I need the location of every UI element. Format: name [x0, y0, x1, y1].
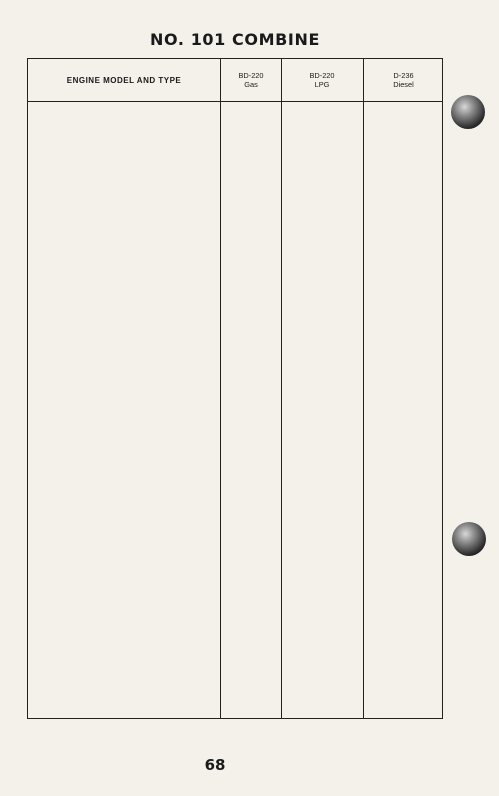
punch-hole-bottom [452, 522, 486, 556]
header-bd220-gas [221, 59, 281, 101]
header-label: ENGINE MODEL AND TYPE [66, 75, 182, 85]
page-title: NO. 101 COMBINE [150, 30, 320, 49]
column-divider [363, 59, 364, 718]
header-fuel: Diesel [393, 80, 414, 89]
header-model: BD-220 [309, 71, 335, 80]
punch-hole-top [451, 95, 485, 129]
column-divider [220, 59, 221, 718]
column-divider [281, 59, 282, 718]
header-model: BD-220 [238, 71, 264, 80]
page-number: 68 [204, 756, 226, 774]
header-fuel: LPG [314, 80, 330, 89]
table-header [28, 59, 442, 102]
header-fuel: Gas [244, 80, 258, 89]
specifications-table [27, 58, 443, 719]
header-bd220-lpg [281, 59, 363, 101]
header-d236-diesel [363, 59, 444, 101]
header-engine-model [28, 59, 220, 101]
header-model: D-236 [393, 71, 414, 80]
